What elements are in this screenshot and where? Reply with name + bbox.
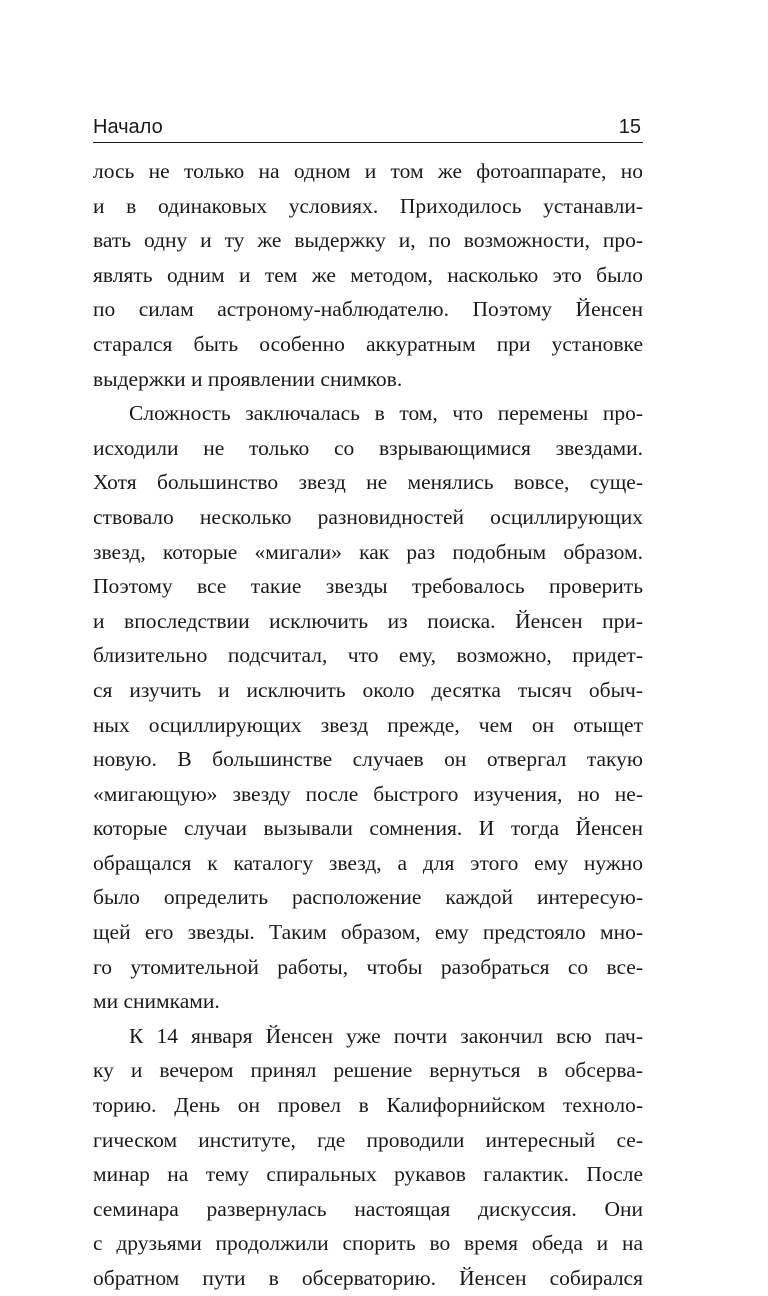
text-line: семинара развернулась настоящая дискуссия. Они — [93, 1196, 643, 1221]
text-line: ствовало несколько разновидностей осциллирующих — [93, 504, 643, 529]
text-line: «мигающую» звезду после быстрого изучения, но не- — [93, 781, 643, 806]
running-header — [93, 113, 643, 143]
body-text — [93, 154, 643, 1296]
text-line: являть одним и тем же методом, насколько это было — [93, 262, 643, 287]
paragraph — [93, 1019, 643, 1296]
text-line: по силам астроному-наблюдателю. Поэтому Йенсен — [93, 297, 643, 322]
paragraph — [93, 154, 643, 396]
text-line: обратном пути в обсерваторию. Йенсен собирался — [93, 1266, 643, 1290]
paragraph — [93, 396, 643, 1019]
text-line: торию. День он провел в Калифорнийском техноло- — [93, 1093, 643, 1118]
text-line: К 14 января Йенсен уже почти закончил всю пач- — [129, 1023, 643, 1048]
text-line: Хотя большинство звезд не менялись вовсе, суще- — [93, 470, 643, 495]
text-line: и впоследствии исключить из поиска. Йенсен при- — [93, 608, 643, 633]
book-page — [93, 0, 643, 1290]
text-line: лось не только на одном и том же фотоаппарате, но — [93, 159, 643, 183]
text-line: звезд, которые «мигали» как раз подобным образом. — [93, 539, 643, 564]
text-line: обращался к каталогу звезд, а для этого ему нужно — [93, 850, 643, 875]
text-line: которые случаи вызывали сомнения. И тогда Йенсен — [93, 816, 643, 841]
header-rule — [93, 142, 643, 143]
text-line: го утомительной работы, чтобы разобраться со все- — [93, 954, 643, 979]
page-number: 15 — [618, 116, 641, 138]
text-line: минар на тему спиральных рукавов галактик. После — [93, 1162, 643, 1187]
text-line: ку и вечером принял решение вернуться в обсерва- — [93, 1058, 643, 1083]
text-line: ми снимками. — [93, 989, 220, 1014]
text-line: с друзьями продолжили спорить во время обеда и на — [93, 1231, 643, 1256]
section-title: Начало — [93, 116, 163, 138]
text-line: старался быть особенно аккуратным при установке — [93, 331, 643, 356]
text-line: выдержки и проявлении снимков. — [93, 366, 403, 391]
text-line: новую. В большинстве случаев он отвергал такую — [93, 747, 643, 772]
text-line: было определить расположение каждой интересую- — [93, 885, 643, 910]
text-line: Поэтому все такие звезды требовалось проверить — [93, 574, 643, 599]
text-line: вать одну и ту же выдержку и, по возможности, про- — [93, 228, 643, 253]
text-line: ных осциллирующих звезд прежде, чем он отыщет — [93, 712, 643, 737]
text-line: и в одинаковых условиях. Приходилось устанавли- — [93, 193, 643, 218]
text-line: близительно подсчитал, что ему, возможно, придет- — [93, 643, 643, 668]
text-line: исходили не только со взрывающимися звездами. — [93, 435, 643, 460]
text-line: щей его звезды. Таким образом, ему предстояло мно- — [93, 920, 643, 945]
text-line: гическом институте, где проводили интересный се- — [93, 1127, 643, 1152]
text-line: ся изучить и исключить около десятка тысяч обыч- — [93, 677, 643, 702]
text-line: Сложность заключалась в том, что перемены про- — [129, 401, 643, 426]
